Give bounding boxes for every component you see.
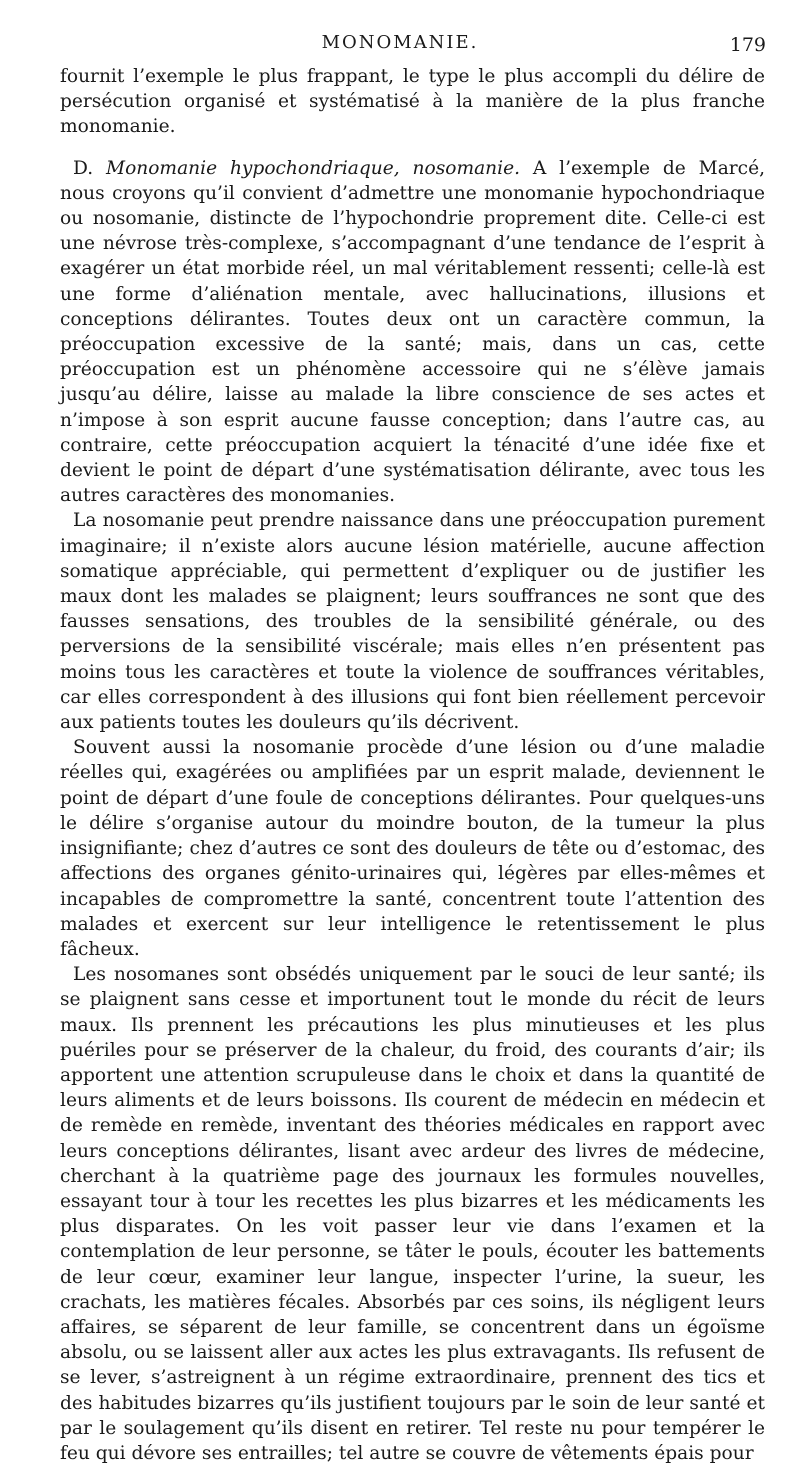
- page-header: [0, 32, 800, 58]
- paragraph-text: A l’exemple de Marcé, nous croyons qu’il convient d’admettre une monomanie hypochondriaque ou nosomanie, distincte de l’hypochondrie proprement dite. Celle-ci est une névrose très-complexe, s’accompagnant d’une tendance de l’esprit à exagérer un état morbide réel, un mal véritablement ressenti; celle-là est une forme d’aliénation mentale, avec hallucinations, illusions et conceptions délirantes. Toutes deux ont un caractère commun, la préoccupation excessive de la santé; mais, dans un cas, cette préoccupation est un phénomène accessoire qui ne s’élève jamais jusqu’au délire, laisse au malade la libre conscience de ses actes et n’impose à son esprit aucune fausse conception; dans l’autre cas, au contraire, cette préoccupation acquiert la ténacité d’une idée fixe et devient le point de départ d’une systématisation délirante, avec tous les autres caractères des monomanies.: [60, 157, 765, 507]
- page-number: 179: [729, 34, 766, 56]
- section-heading: Monomanie hypochondriaque, nosomanie.: [106, 157, 521, 179]
- paragraph-continuation: fournit l’exemple le plus frappant, le type le plus accompli du délire de persécution organisé et systématisé à la manière de la plus franche monomanie.: [60, 66, 765, 138]
- paragraph: Souvent aussi la nosomanie procède d’une lésion ou d’une maladie réelles qui, exagérées ou amplifiées par un esprit malade, deviennent le point de départ d’une foule de conceptions délirantes. Pour quelques-uns le délire s’organise autour du moindre bouton, de la tumeur la plus insignifiante; chez d’autres ce sont des douleurs de tête ou d’estomac, des affections des organes génito-urinaires qui, légères par elles-mêmes et incapables de compromettre la santé, concentrent toute l’attention des malades et exercent sur leur intelligence le retentissement le plus fâcheux.: [60, 737, 765, 960]
- running-title: MONOMANIE.: [321, 32, 479, 53]
- body-text: [60, 64, 765, 1466]
- paragraph: Les nosomanes sont obsédés uniquement par le souci de leur santé; ils se plaignent sans cesse et importunent tout le monde du récit de leurs maux. Ils prennent les précautions les plus minutieuses et les plus puériles pour se préserver de la chaleur, du froid, des courants d’air; ils apportent une attention scrupuleuse dans le choix et dans la quantité de leurs aliments et de leurs boissons. Ils courent de médecin en médecin et de remède en remède, inventant des théories médicales en rapport avec leurs conceptions délirantes, lisant avec ardeur des livres de médecine, cherchant à la quatrième page des journaux les formules nouvelles, essayant tour à tour les recettes les plus bizarres et les médicaments les plus disparates. On les voit passer leur vie dans l’examen et la contemplation de leur personne, se tâter le pouls, écouter les battements de leur cœur, examiner leur langue, inspecter l’urine, la sueur, les crachats, les matières fécales. Absorbés par ces soins, ils négligent leurs affaires, se séparent de leur famille, se concentrent dans un égoïsme absolu, ou se laissent aller aux actes les plus extravagants. Ils refusent de se lever, s’astreignent à un régime extraordinaire, prennent des tics et des habitudes bizarres qu’ils justifient toujours par le soin de leur santé et par le soulagement qu’ils disent en retirer. Tel reste nu pour tempérer le feu qui dévore ses entrailles; tel autre se couvre de vêtements épais pour: [60, 964, 765, 1464]
- section-label: D.: [73, 157, 94, 179]
- paragraph: La nosomanie peut prendre naissance dans une préoccupation purement imaginaire; il n’existe alors aucune lésion matérielle, aucune affection somatique appréciable, qui permettent d’expliquer ou de justifier les maux dont les malades se plaignent; leurs souffrances ne sont que des fausses sensations, des troubles de la sensibilité générale, ou des perversions de la sensibilité viscérale; mais elles n’en présentent pas moins tous les caractères et toute la violence de souffrances véritables, car elles correspondent à des illusions qui font bien réellement percevoir aux patients toutes les douleurs qu’ils décrivent.: [60, 510, 765, 734]
- paragraph-section-d: [60, 156, 765, 509]
